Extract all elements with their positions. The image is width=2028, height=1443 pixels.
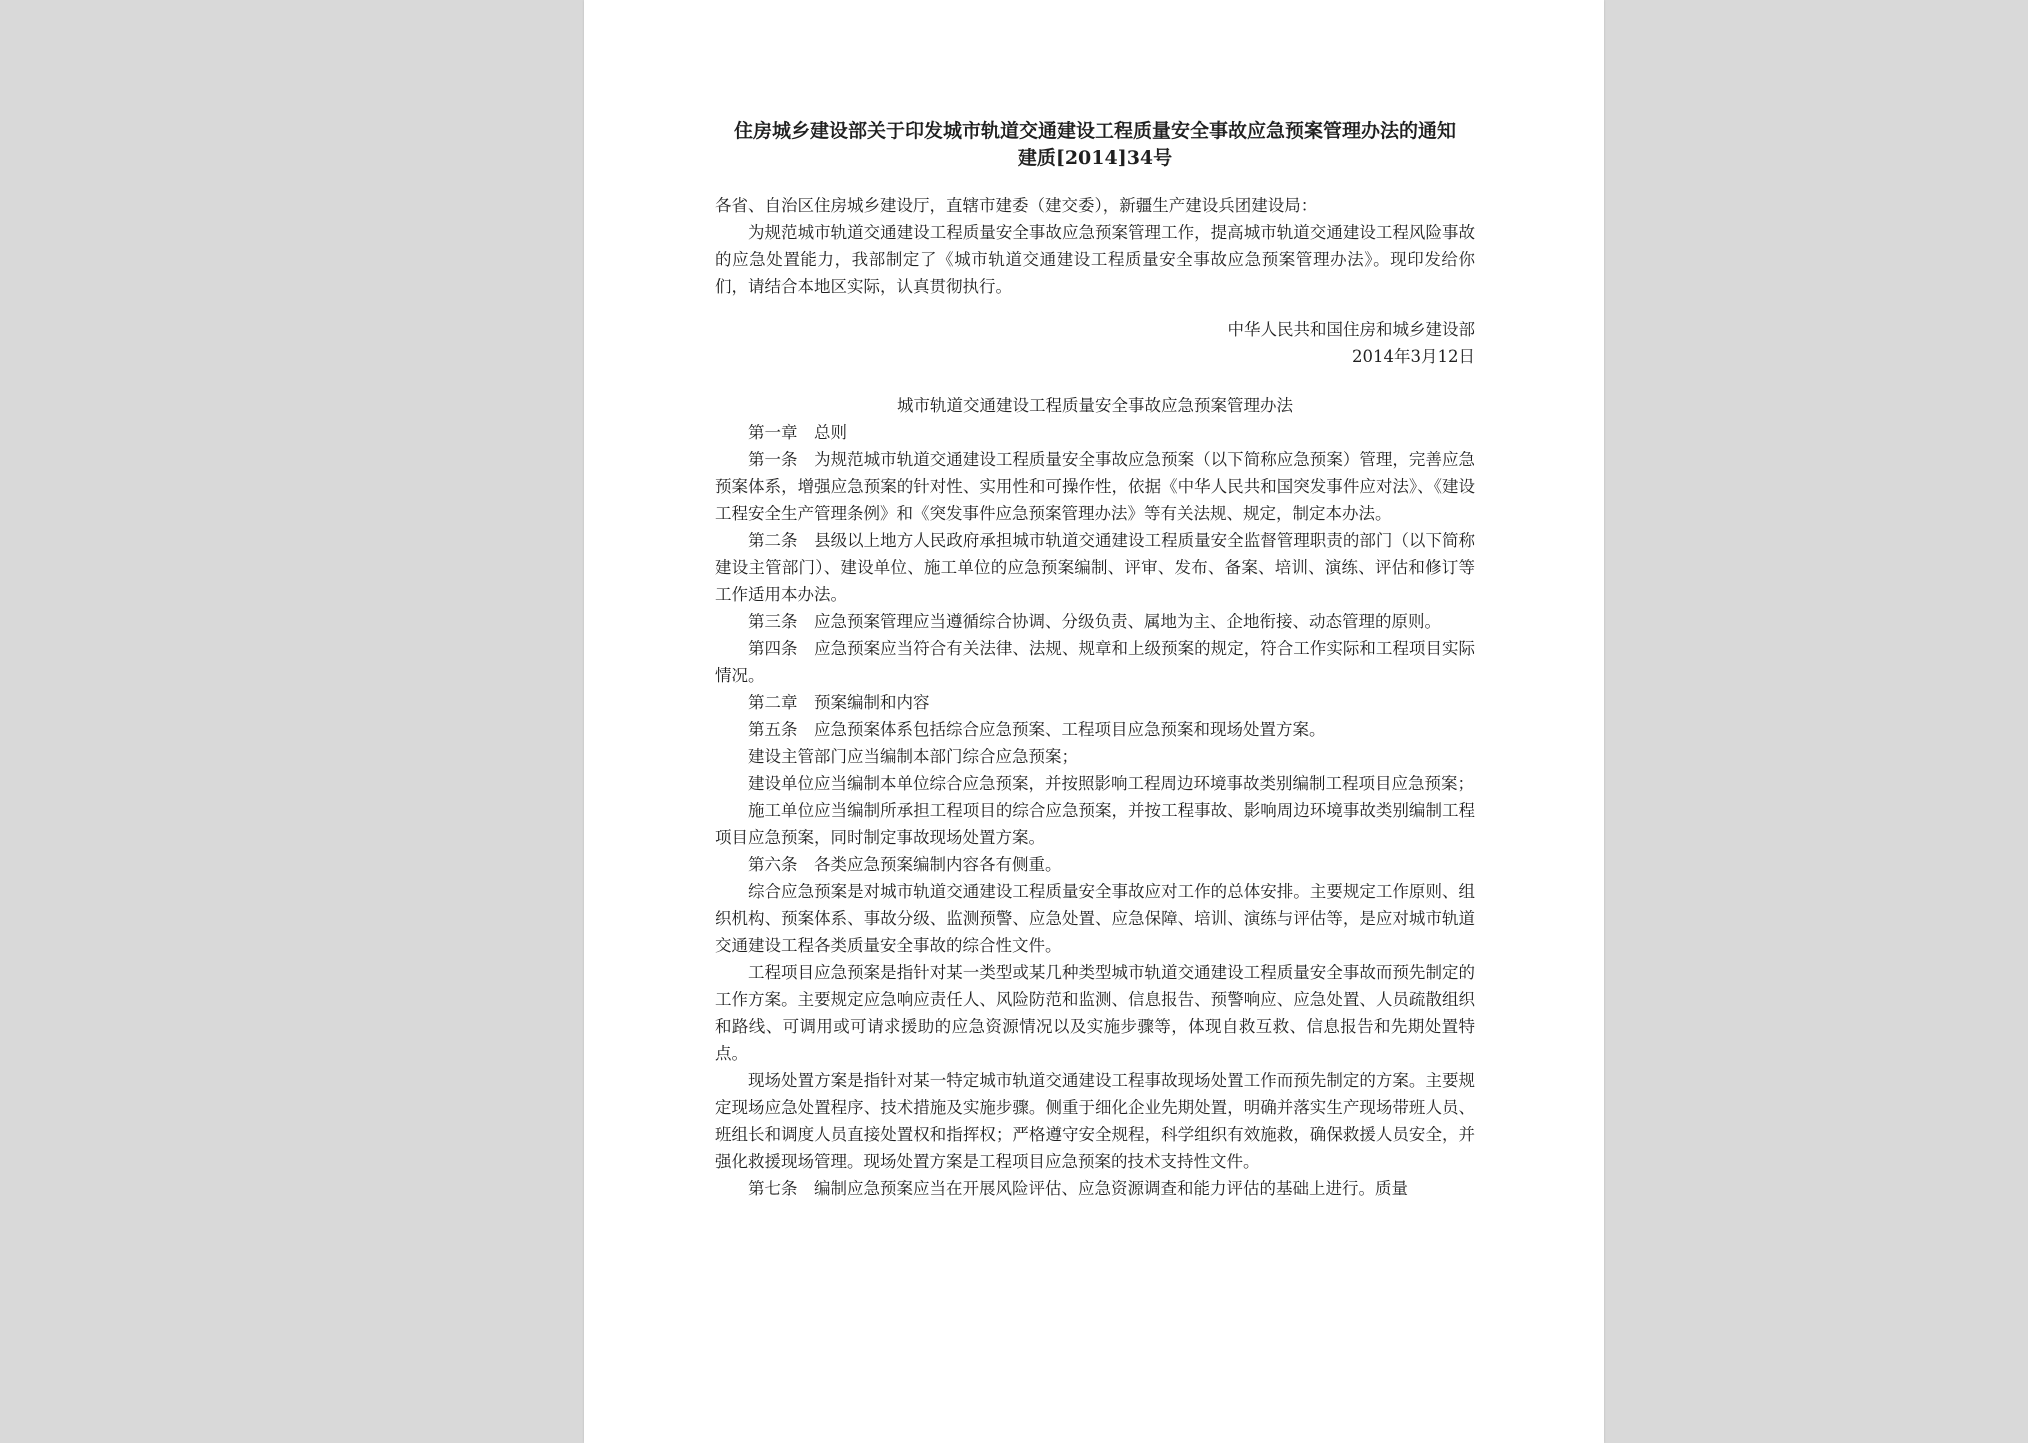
intro-paragraph: 为规范城市轨道交通建设工程质量安全事故应急预案管理工作，提高城市轨道交通建设工程风险事故的应急处置能力，我部制定了《城市轨道交通建设工程质量安全事故应急预案管理办法》。现印发给你们，请结合本地区实际，认真贯彻执行。 [715, 223, 1475, 296]
document-title: 住房城乡建设部关于印发城市轨道交通建设工程质量安全事故应急预案管理办法的通知 [733, 120, 1456, 142]
article-paragraph: 第六条 各类应急预案编制内容各有侧重。 [748, 855, 1062, 874]
issuer: 中华人民共和国住房和城乡建设部 [1227, 320, 1475, 339]
document-number: 建质[2014]34号 [1017, 147, 1173, 169]
article-paragraph: 综合应急预案是对城市轨道交通建设工程质量安全事故应对工作的总体安排。主要规定工作原则、组织机构、预案体系、事故分级、监测预警、应急处置、应急保障、培训、演练与评估等，是应对城市轨道交通建设工程各类质量安全事故的综合性文件。 [715, 882, 1475, 955]
article-paragraph: 第四条 应急预案应当符合有关法律、法规、规章和上级预案的规定，符合工作实际和工程项目实际情况。 [715, 639, 1475, 685]
issue-date: 2014年3月12日 [1352, 347, 1475, 366]
chapter-heading: 第二章 预案编制和内容 [748, 693, 930, 712]
article-paragraph: 施工单位应当编制所承担工程项目的综合应急预案，并按工程事故、影响周边环境事故类别编制工程项目应急预案，同时制定事故现场处置方案。 [715, 801, 1475, 847]
article-paragraph: 建设单位应当编制本单位综合应急预案，并按照影响工程周边环境事故类别编制工程项目应急预案； [748, 774, 1474, 793]
chapter-heading: 第一章 总则 [748, 423, 847, 442]
document-page [584, 0, 1604, 1443]
article-paragraph: 工程项目应急预案是指针对某一类型或某几种类型城市轨道交通建设工程质量安全事故而预先制定的工作方案。主要规定应急响应责任人、风险防范和监测、信息报告、预警响应、应急处置、人员疏散组织和路线、可调用或可请求援助的应急资源情况以及实施步骤等，体现自救互救、信息报告和先期处置特点。 [715, 963, 1475, 1063]
article-paragraph: 第一条 为规范城市轨道交通建设工程质量安全事故应急预案（以下简称应急预案）管理，完善应急预案体系，增强应急预案的针对性、实用性和可操作性，依据《中华人民共和国突发事件应对法》、《建设工程安全生产管理条例》和《突发事件应急预案管理办法》等有关法规、规定，制定本办法。 [715, 450, 1475, 523]
article-paragraph: 第三条 应急预案管理应当遵循综合协调、分级负责、属地为主、企地衔接、动态管理的原则。 [748, 612, 1441, 631]
article-paragraph: 第二条 县级以上地方人民政府承担城市轨道交通建设工程质量安全监督管理职责的部门（以下简称建设主管部门）、建设单位、施工单位的应急预案编制、评审、发布、备案、培训、演练、评估和修订等工作适用本办法。 [715, 531, 1475, 604]
measures-title: 城市轨道交通建设工程质量安全事故应急预案管理办法 [897, 396, 1293, 415]
signature-block [715, 316, 1475, 370]
article-paragraph: 第七条 编制应急预案应当在开展风险评估、应急资源调查和能力评估的基础上进行。质量 [748, 1179, 1408, 1198]
page-content [715, 118, 1475, 1202]
article-paragraph: 现场处置方案是指针对某一特定城市轨道交通建设工程事故现场处置工作而预先制定的方案。主要规定现场应急处置程序、技术措施及实施步骤。侧重于细化企业先期处置，明确并落实生产现场带班人员、班组长和调度人员直接处置权和指挥权；严格遵守安全规程，科学组织有效施救，确保救援人员安全，并强化救援现场管理。现场处置方案是工程项目应急预案的技术支持性文件。 [715, 1071, 1475, 1171]
article-paragraph: 第五条 应急预案体系包括综合应急预案、工程项目应急预案和现场处置方案。 [748, 720, 1326, 739]
article-paragraph: 建设主管部门应当编制本部门综合应急预案； [748, 747, 1078, 766]
salutation: 各省、自治区住房城乡建设厅，直辖市建委（建交委），新疆生产建设兵团建设局： [715, 196, 1318, 215]
